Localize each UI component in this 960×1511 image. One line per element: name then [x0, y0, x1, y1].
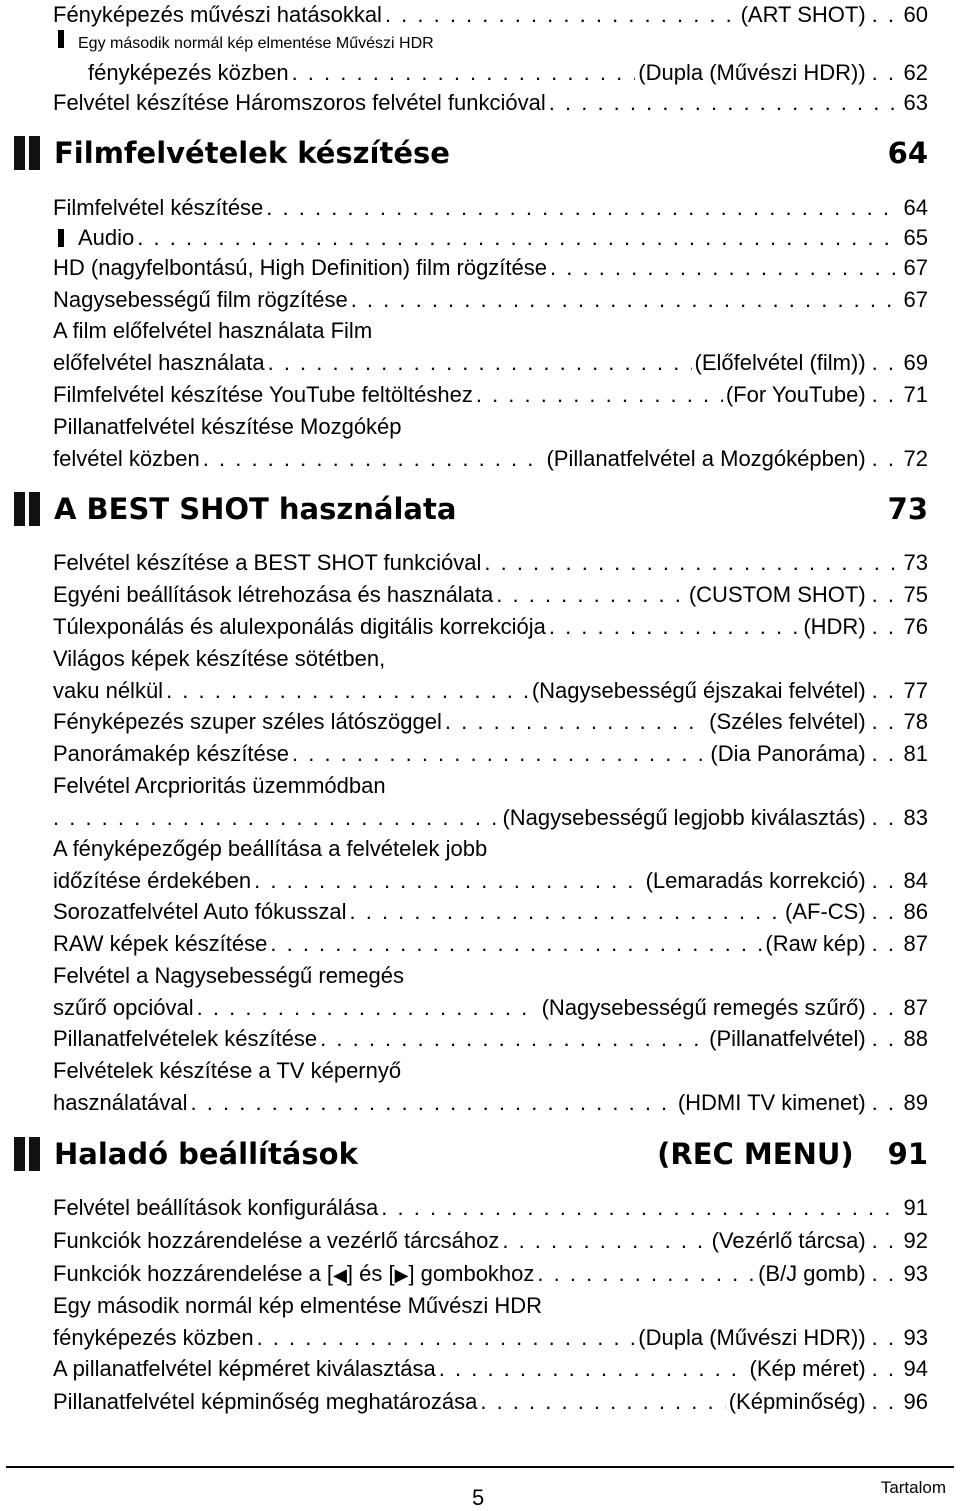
dot-leader — [872, 929, 896, 959]
entry-title: Funkciók hozzárendelése a vezérlő tárcsához — [53, 1228, 500, 1253]
entry-title: Filmfelvétel készítése — [53, 195, 264, 220]
entry-tag: (Dupla (Művészi HDR)) — [638, 1325, 866, 1350]
page-number: 94 — [903, 1356, 928, 1381]
entry-tag: (Széles felvétel) — [709, 709, 866, 734]
entry-tag: (Vezérlő tárcsa) — [711, 1228, 866, 1253]
dot-leader — [191, 1088, 675, 1118]
section-bars-icon — [14, 1137, 44, 1171]
page-number: 93 — [903, 1261, 928, 1286]
entry-title: Pillanatfelvételek készítése — [53, 1026, 318, 1051]
entry-tag: (Nagysebességű legjobb kiválasztás) — [502, 805, 866, 830]
entry-title-part: Funkciók hozzárendelése a [ — [53, 1261, 334, 1286]
page-number: 86 — [903, 899, 928, 924]
page-number: 67 — [903, 255, 928, 280]
entry-title: RAW képek készítése — [53, 931, 268, 956]
entry-tag: (Kép méret) — [749, 1356, 866, 1381]
entry-title: Filmfelvétel készítése YouTube feltöltéshez — [53, 382, 473, 407]
page-number: 83 — [903, 805, 928, 830]
toc-entry[interactable] — [53, 929, 928, 959]
entry-tag: (For YouTube) — [725, 382, 866, 407]
dot-leader — [872, 1387, 896, 1417]
dot-leader — [381, 1193, 899, 1223]
dot-leader — [268, 348, 692, 378]
dot-leader — [320, 1024, 706, 1054]
dot-leader — [872, 1323, 896, 1353]
dot-leader — [872, 897, 896, 927]
section-title: A BEST SHOT használata — [54, 492, 457, 526]
dot-leader — [872, 803, 896, 833]
dot-leader — [872, 1259, 896, 1289]
dot-leader — [385, 0, 738, 30]
entry-title: Audio — [78, 225, 135, 250]
dot-leader — [502, 1226, 708, 1256]
section-title: Filmfelvételek készítése — [54, 136, 450, 170]
entry-tag: (Dia Panoráma) — [710, 741, 866, 766]
toc-entry[interactable] — [53, 1387, 928, 1417]
dot-leader — [480, 1387, 725, 1417]
entry-title: Sorozatfelvétel Auto fókusszal — [53, 899, 347, 924]
entry-tag: (Előfelvétel (film)) — [694, 350, 866, 375]
section-title: Haladó beállítások — [54, 1137, 358, 1171]
dot-leader — [872, 707, 896, 737]
dot-leader — [872, 348, 896, 378]
bullet-bar-icon — [58, 229, 64, 247]
dot-leader — [484, 548, 899, 578]
dot-leader — [350, 897, 783, 927]
entry-title: A film előfelvétel használata Film — [53, 318, 373, 343]
dot-leader — [254, 866, 642, 896]
page-number: 63 — [903, 90, 928, 115]
entry-tag: (Pillanatfelvétel) — [709, 1026, 866, 1051]
entry-tag: (Lemaradás korrekció) — [645, 868, 866, 893]
dot-leader — [550, 253, 899, 283]
dot-leader — [257, 1323, 636, 1353]
page-number: 65 — [903, 225, 928, 250]
toc-entry[interactable] — [53, 193, 928, 223]
page-number: 67 — [903, 287, 928, 312]
toc-entry[interactable] — [53, 612, 928, 642]
page-number: 69 — [903, 350, 928, 375]
entry-title: Egyéni beállítások létrehozása és használata — [53, 582, 494, 607]
entry-title: Pillanatfelvétel képminőség meghatározása — [53, 1389, 478, 1414]
toc-entry[interactable] — [53, 580, 928, 610]
section-heading-advanced[interactable] — [14, 1131, 928, 1177]
dot-leader — [537, 1259, 755, 1289]
toc-entry[interactable] — [53, 1056, 928, 1118]
page-number: 73 — [903, 550, 928, 575]
page-number: 76 — [903, 614, 928, 639]
page-number: 81 — [903, 741, 928, 766]
section-heading-bestshot[interactable] — [14, 486, 928, 532]
dot-leader — [445, 707, 706, 737]
section-page: 64 — [887, 136, 928, 170]
footer-divider — [6, 1466, 954, 1468]
entry-title-line2: előfelvétel használata — [53, 350, 265, 375]
entry-title: Fényképezés szuper széles látószöggel — [53, 709, 442, 734]
entry-title: Felvétel Arcprioritás üzemmódban — [53, 773, 386, 798]
toc-entry[interactable] — [53, 739, 928, 769]
section-page: 73 — [887, 492, 928, 526]
dot-leader — [270, 929, 762, 959]
dot-leader — [872, 612, 896, 642]
dot-leader — [53, 803, 499, 833]
entry-title-line2: vaku nélkül — [53, 678, 164, 703]
dot-leader — [166, 676, 529, 706]
section-bars-icon — [14, 492, 44, 526]
entry-title-part: ] és [ — [346, 1261, 395, 1286]
dot-leader — [292, 58, 636, 88]
page-number: 87 — [903, 995, 928, 1020]
toc-entry-continuation[interactable] — [88, 58, 928, 88]
page-number: 88 — [903, 1026, 928, 1051]
page-number: 64 — [903, 195, 928, 220]
dot-leader — [872, 1024, 896, 1054]
entry-title: Fényképezés művészi hatásokkal — [53, 2, 382, 27]
dot-leader — [137, 223, 899, 253]
entry-title: Felvételek készítése a TV képernyő — [53, 1058, 402, 1083]
entry-tag: (Nagysebességű éjszakai felvétel) — [531, 678, 866, 703]
dot-leader — [549, 88, 899, 118]
toc-entry[interactable] — [53, 88, 928, 118]
dot-leader — [266, 193, 899, 223]
page-number: 78 — [903, 709, 928, 734]
section-page: 91 — [887, 1137, 928, 1171]
bullet-bar-icon — [58, 30, 64, 48]
entry-tag: (Képminőség) — [728, 1389, 866, 1414]
entry-title-line2: időzítése érdekében — [53, 868, 252, 893]
page-number: 72 — [903, 446, 928, 471]
page-number: 96 — [903, 1389, 928, 1414]
toc-entry[interactable] — [53, 1193, 928, 1223]
entry-tag: (B/J gomb) — [758, 1261, 866, 1286]
dot-leader — [549, 612, 800, 642]
entry-title: Felvétel beállítások konfigurálása — [53, 1195, 379, 1220]
section-aside: (REC MENU) — [657, 1137, 854, 1171]
page-number: 91 — [903, 1195, 928, 1220]
toc-subentry[interactable] — [58, 30, 928, 60]
toc-entry[interactable] — [53, 834, 928, 896]
entry-tag: (Raw kép) — [765, 931, 866, 956]
page-number: 60 — [903, 2, 928, 27]
entry-title: HD (nagyfelbontású, High Definition) film rögzítése — [53, 255, 548, 280]
toc-entry[interactable] — [53, 0, 928, 30]
page-number: 89 — [903, 1090, 928, 1115]
section-heading-movie[interactable] — [14, 130, 928, 176]
toc-entry[interactable] — [53, 897, 928, 927]
toc-entry[interactable] — [53, 644, 928, 706]
entry-title: Panorámakép készítése — [53, 741, 290, 766]
toc-entry[interactable] — [53, 285, 928, 315]
toc-entry[interactable] — [53, 380, 928, 410]
page-number: 62 — [903, 60, 928, 85]
entry-tag: (ART SHOT) — [740, 2, 866, 27]
entry-title: Felvétel készítése a BEST SHOT funkcióval — [53, 550, 482, 575]
dot-leader — [872, 739, 896, 769]
toc-entry[interactable] — [53, 548, 928, 578]
toc-entry[interactable] — [53, 1291, 928, 1353]
dot-leader — [439, 1354, 747, 1384]
dot-leader — [476, 380, 723, 410]
toc-entry[interactable] — [53, 1226, 928, 1256]
entry-title: Nagysebességű film rögzítése — [53, 287, 348, 312]
entry-tag: (CUSTOM SHOT) — [688, 582, 866, 607]
toc-entry[interactable] — [53, 961, 928, 1023]
entry-tag: (Dupla (Művészi HDR)) — [638, 60, 866, 85]
entry-title-line2: fényképezés közben — [88, 60, 289, 85]
entry-title: Pillanatfelvétel készítése Mozgókép — [53, 414, 402, 439]
toc-entry[interactable] — [53, 1259, 928, 1289]
page-number: 77 — [903, 678, 928, 703]
footer-page-number: 5 — [472, 1485, 485, 1510]
dot-leader — [872, 0, 896, 30]
toc-subentry[interactable] — [58, 223, 928, 253]
entry-title-line2: felvétel közben — [53, 446, 200, 471]
toc-entry[interactable] — [53, 1024, 928, 1054]
toc-entry[interactable] — [53, 316, 928, 378]
entry-title: A fényképezőgép beállítása a felvételek jobb — [53, 836, 488, 861]
entry-tag: (HDR) — [803, 614, 866, 639]
entry-title-part: ] gombokhoz — [408, 1261, 535, 1286]
toc-entry[interactable] — [53, 707, 928, 737]
entry-title: Egy második normál kép elmentése Művészi HDR — [53, 1293, 543, 1318]
entry-tag: (Nagysebességű remegés szűrő) — [541, 995, 866, 1020]
dot-leader — [872, 444, 896, 474]
entry-title-line2: használatával — [53, 1090, 188, 1115]
dot-leader — [203, 444, 544, 474]
entry-title: Egy második normál kép elmentése Művészi HDR — [78, 35, 434, 52]
dot-leader — [292, 739, 707, 769]
entry-title-line2: fényképezés közben — [53, 1325, 254, 1350]
entry-title: Felvétel a Nagysebességű remegés — [53, 963, 404, 988]
dot-leader — [872, 866, 896, 896]
page-number: 93 — [903, 1325, 928, 1350]
left-arrow-icon: ◀ — [333, 1265, 347, 1285]
entry-title: Világos képek készítése sötétben, — [53, 646, 386, 671]
page-number: 71 — [903, 382, 928, 407]
entry-tag: (AF-CS) — [785, 899, 866, 924]
section-bars-icon — [14, 136, 44, 170]
dot-leader — [872, 676, 896, 706]
dot-leader — [872, 1226, 896, 1256]
dot-leader — [872, 1354, 896, 1384]
entry-tag: (HDMI TV kimenet) — [677, 1090, 866, 1115]
dot-leader — [872, 580, 896, 610]
dot-leader — [872, 993, 896, 1023]
toc-entry[interactable] — [53, 1354, 928, 1384]
toc-entry[interactable] — [53, 771, 928, 833]
right-arrow-icon: ▶ — [394, 1265, 409, 1285]
entry-title-line2: szűrő opcióval — [53, 995, 194, 1020]
dot-leader — [872, 58, 896, 88]
page-number: 84 — [903, 868, 928, 893]
dot-leader — [197, 993, 539, 1023]
toc-entry[interactable] — [53, 253, 928, 283]
page-number: 75 — [903, 582, 928, 607]
dot-leader — [351, 285, 899, 315]
dot-leader — [496, 580, 686, 610]
entry-tag: (Pillanatfelvétel a Mozgóképben) — [546, 446, 866, 471]
footer-label: Tartalom — [880, 1478, 946, 1497]
toc-entry[interactable] — [53, 412, 928, 474]
page-number: 92 — [903, 1228, 928, 1253]
dot-leader — [872, 1088, 896, 1118]
dot-leader — [872, 380, 896, 410]
entry-title: Túlexponálás és alulexponálás digitális korrekciója — [53, 614, 546, 639]
page-number: 87 — [903, 931, 928, 956]
entry-title: Felvétel készítése Háromszoros felvétel funkcióval — [53, 90, 546, 115]
entry-title: A pillanatfelvétel képméret kiválasztása — [53, 1356, 436, 1381]
